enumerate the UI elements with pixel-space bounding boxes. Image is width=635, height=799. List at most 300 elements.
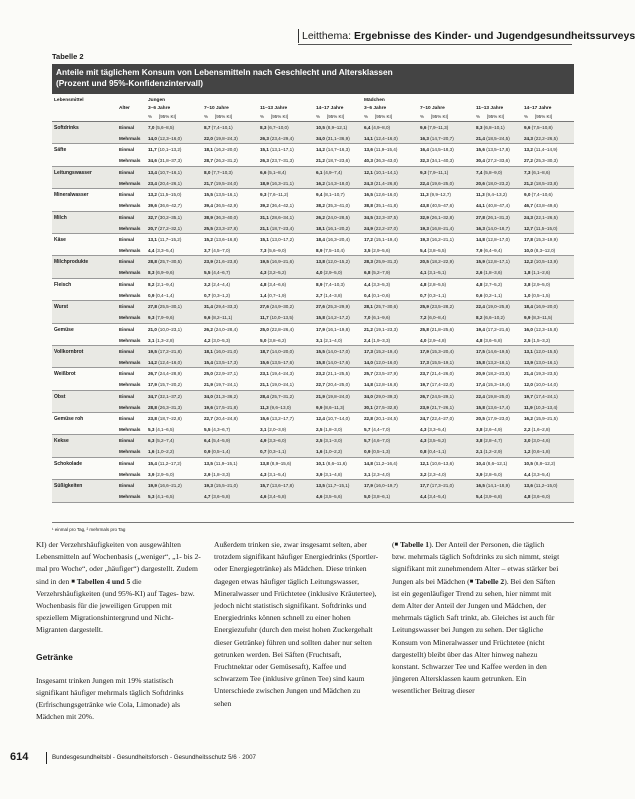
cell-percent: 22,4 bbox=[420, 180, 429, 186]
cell-percent: 5,0 bbox=[260, 337, 267, 343]
cell-percent: 7,3 bbox=[524, 169, 531, 175]
cell-ci: (18,2–22,9) bbox=[428, 259, 454, 265]
cell-percent: 1,6 bbox=[316, 449, 323, 455]
table-row bbox=[52, 167, 574, 189]
table-cell bbox=[260, 416, 294, 421]
header-stat-pct: % bbox=[420, 114, 425, 119]
cell-ci: (5,2–7,4) bbox=[154, 438, 175, 444]
cell-percent: 3,1 bbox=[148, 337, 155, 343]
table-cell bbox=[476, 259, 510, 264]
cell-percent: 12,1 bbox=[364, 169, 373, 175]
cell-percent: 34,5 bbox=[364, 214, 373, 220]
cell-ci: (40,8–47,4) bbox=[484, 203, 510, 209]
cell-percent: 4,8 bbox=[476, 337, 483, 343]
cell-ci: (21,1–25,5) bbox=[324, 371, 350, 377]
cell-percent: 19,4 bbox=[476, 326, 485, 332]
cell-percent: 4,8 bbox=[260, 281, 267, 287]
frequency-label: Einmal bbox=[119, 438, 135, 444]
cell-ci: (8,6–11,6) bbox=[324, 460, 347, 466]
table-cell bbox=[316, 158, 350, 163]
cell-ci: (4,4–6,7) bbox=[210, 270, 231, 276]
cell-percent: 31,4 bbox=[204, 304, 213, 310]
table-cell bbox=[364, 248, 390, 253]
table-cell bbox=[420, 282, 446, 287]
frequency-label: Einmal bbox=[119, 169, 135, 175]
cell-ci: (3,6–5,8) bbox=[482, 337, 503, 343]
cell-ci: (36,3–43,0) bbox=[372, 158, 398, 164]
cell-ci: (2,9–5,0) bbox=[530, 281, 551, 287]
table-cell bbox=[524, 293, 550, 298]
cell-percent: 0,4 bbox=[364, 292, 371, 298]
table-cell bbox=[316, 203, 350, 208]
cell-percent: 14,8 bbox=[476, 236, 485, 242]
cell-percent: 17,9 bbox=[364, 483, 373, 489]
cell-ci: (15,5–21,0) bbox=[212, 483, 238, 489]
cell-ci: (26,1–32,8) bbox=[428, 214, 454, 220]
page-number: 614 bbox=[10, 751, 29, 763]
table-cell bbox=[364, 203, 398, 208]
table-cell bbox=[316, 461, 347, 466]
cell-percent: 9,0 bbox=[524, 192, 531, 198]
header-stat-pct: % bbox=[524, 114, 529, 119]
cell-ci: (3,5–5,2) bbox=[426, 438, 447, 444]
cell-percent: 15,8 bbox=[476, 404, 485, 410]
table-row bbox=[52, 458, 574, 480]
table-cell bbox=[260, 449, 286, 454]
table-cell bbox=[316, 259, 350, 264]
table-cell bbox=[420, 382, 454, 387]
footer-divider bbox=[46, 752, 47, 764]
cell-percent: 21,2 bbox=[524, 180, 533, 186]
table-cell bbox=[260, 181, 294, 186]
table-cell bbox=[148, 394, 182, 399]
table-cell bbox=[316, 181, 350, 186]
cell-percent: 13,4 bbox=[148, 169, 157, 175]
table-row bbox=[52, 435, 574, 457]
table-cell bbox=[204, 494, 230, 499]
cell-percent: 6,3 bbox=[148, 438, 155, 444]
cell-percent: 4,6 bbox=[316, 494, 323, 500]
table-cell bbox=[316, 304, 350, 309]
cell-percent: 46,7 bbox=[524, 203, 533, 209]
frequency-label: Mehrmals bbox=[119, 315, 141, 321]
table-cell bbox=[524, 136, 558, 141]
table-subrow bbox=[52, 458, 574, 469]
table-cell bbox=[420, 315, 446, 320]
cell-ci: (34,1–40,3) bbox=[428, 158, 454, 164]
cell-percent: 2,2 bbox=[524, 427, 531, 433]
cell-ci: (13,5–16,1) bbox=[212, 192, 238, 198]
table-subrow bbox=[52, 413, 574, 424]
table-cell bbox=[148, 259, 182, 264]
cell-ci: (36,5–42,9) bbox=[212, 203, 238, 209]
table-cell bbox=[148, 438, 174, 443]
cell-percent: 25,0 bbox=[260, 326, 269, 332]
cell-ci: (3,9–6,8) bbox=[482, 494, 503, 500]
cell-ci: (8,6–12,1) bbox=[484, 460, 508, 466]
cell-ci: (17,4–22,0) bbox=[428, 382, 454, 388]
cell-ci: (22,1–26,5) bbox=[532, 214, 558, 220]
table-cell bbox=[420, 494, 446, 499]
table-cell bbox=[364, 427, 390, 432]
cell-percent: 6,1 bbox=[316, 169, 323, 175]
cell-percent: 12,4 bbox=[316, 416, 325, 422]
cell-percent: 21,0 bbox=[148, 326, 157, 332]
cell-ci: (22,4–27,0) bbox=[428, 416, 454, 422]
cell-ci: (6,0–8,4) bbox=[426, 315, 447, 321]
table-cell bbox=[204, 427, 230, 432]
cell-percent: 24,3 bbox=[524, 214, 533, 220]
frequency-label: Einmal bbox=[119, 281, 135, 287]
cell-ci: (16,9–21,6) bbox=[268, 259, 294, 265]
table-cell bbox=[476, 226, 510, 231]
cell-percent: 32,9 bbox=[420, 214, 429, 220]
cell-ci: (26,3–31,3) bbox=[156, 404, 182, 410]
cell-percent: 19,7 bbox=[524, 393, 533, 399]
table-cell bbox=[476, 349, 510, 354]
table-cell bbox=[364, 181, 398, 186]
cell-percent: 12,0 bbox=[524, 382, 533, 388]
cell-ci: (19,1–23,3) bbox=[372, 326, 398, 332]
cell-ci: (12,4–16,0) bbox=[156, 359, 182, 365]
table-cell bbox=[260, 237, 294, 242]
table-cell bbox=[260, 293, 286, 298]
cell-percent: 9,3 bbox=[260, 192, 267, 198]
cell-percent: 13,9 bbox=[524, 359, 533, 365]
cell-percent: 15,7 bbox=[260, 483, 269, 489]
table-cell bbox=[524, 438, 550, 443]
cell-ci: (21,8–25,6) bbox=[428, 326, 454, 332]
cell-percent: 8,2 bbox=[476, 315, 483, 321]
cell-percent: 4,3 bbox=[420, 427, 427, 433]
cell-percent: 13,1 bbox=[148, 236, 157, 242]
cell-ci: (0,5–1,4) bbox=[210, 449, 231, 455]
cell-percent: 8,7 bbox=[204, 125, 211, 130]
table-cell bbox=[204, 416, 238, 421]
cell-ci: (13,1–17,1) bbox=[268, 147, 294, 153]
table-cell bbox=[524, 449, 550, 454]
cell-ci: (21,6–23,8) bbox=[212, 259, 238, 265]
cell-percent: 8,9 bbox=[316, 281, 323, 287]
table-subrow bbox=[52, 391, 574, 402]
table-cell bbox=[364, 237, 398, 242]
table-cell bbox=[476, 416, 510, 421]
frequency-label: Mehrmals bbox=[119, 203, 141, 209]
table-cell bbox=[476, 192, 507, 197]
cell-ci: (15,5–19,1) bbox=[428, 359, 454, 365]
table-cell bbox=[316, 125, 347, 130]
table-cell bbox=[260, 494, 286, 499]
cell-ci: (2,9–5,0) bbox=[322, 270, 343, 276]
cell-percent: 20,6 bbox=[476, 180, 485, 186]
table-cell bbox=[204, 125, 233, 130]
cell-percent: 6,6 bbox=[260, 169, 267, 175]
cell-percent: 4,9 bbox=[260, 438, 267, 444]
table-cell bbox=[420, 293, 446, 298]
cell-percent: 13,2 bbox=[524, 147, 533, 153]
table-cell bbox=[476, 315, 505, 320]
table-cell bbox=[260, 259, 294, 264]
cell-ci: (11,9–15,1) bbox=[212, 460, 238, 466]
cell-ci: (6,9–9,6) bbox=[154, 270, 175, 276]
cell-ci: (12,4–16,0) bbox=[372, 136, 398, 141]
cell-ci: (19,8–24,0) bbox=[324, 393, 350, 399]
table-cell bbox=[524, 125, 553, 130]
cell-percent: 18,1 bbox=[204, 348, 213, 354]
table-cell bbox=[524, 181, 558, 186]
cell-percent: 8,3 bbox=[148, 270, 155, 276]
table-cell bbox=[364, 270, 390, 275]
table-cell bbox=[524, 338, 550, 343]
cell-ci: (18,5–23,8) bbox=[532, 180, 558, 186]
cell-percent: 17,3 bbox=[364, 348, 373, 354]
table-cell bbox=[260, 438, 286, 443]
cell-percent: 22,8 bbox=[364, 416, 373, 422]
cell-percent: 18,1 bbox=[316, 225, 325, 231]
table-header bbox=[52, 94, 574, 122]
cell-ci: (1,8–3,6) bbox=[482, 270, 503, 276]
cell-percent: 2,4 bbox=[364, 337, 371, 343]
table-cell bbox=[364, 215, 398, 220]
table-cell bbox=[260, 461, 291, 466]
cell-percent: 7,3 bbox=[260, 247, 267, 253]
table-subrow bbox=[52, 379, 574, 390]
table-cell bbox=[364, 360, 398, 365]
cell-percent: 28,1 bbox=[364, 304, 373, 310]
table-subrow bbox=[52, 469, 574, 480]
cell-percent: 15,8 bbox=[476, 359, 485, 365]
header-stat-ci: [95% KI] bbox=[271, 114, 289, 119]
table-cell bbox=[420, 472, 446, 477]
table-cell bbox=[364, 147, 397, 152]
cell-percent: 19,3 bbox=[420, 225, 429, 231]
cell-percent: 23,9 bbox=[420, 404, 429, 410]
cell-ci: (5,6–9,0) bbox=[266, 247, 287, 253]
cell-percent: 17,9 bbox=[420, 348, 429, 354]
cell-percent: 7,2 bbox=[420, 315, 427, 321]
table-cell bbox=[420, 438, 446, 443]
table-cell bbox=[364, 494, 390, 499]
table-cell bbox=[148, 461, 181, 466]
cell-percent: 4,0 bbox=[420, 337, 427, 343]
cell-ci: (1,1–2,6) bbox=[530, 270, 551, 276]
table-cell bbox=[524, 461, 555, 466]
frequency-label: Einmal bbox=[119, 259, 135, 265]
cell-percent: 19,7 bbox=[420, 382, 429, 388]
col1-table-reference: Tabellen 4 und 5 bbox=[76, 576, 131, 586]
cell-percent: 2,7 bbox=[316, 292, 323, 298]
frequency-label: Mehrmals bbox=[119, 382, 141, 388]
cell-percent: 19,3 bbox=[204, 483, 213, 489]
cell-percent: 7,9 bbox=[476, 247, 483, 253]
cell-ci: (14,0–18,7) bbox=[484, 225, 510, 231]
cell-percent: 3,8 bbox=[476, 427, 483, 433]
cell-percent: 16,4 bbox=[420, 147, 429, 153]
cell-percent: 1,8 bbox=[524, 270, 531, 276]
table-cell bbox=[420, 349, 454, 354]
cell-percent: 16,0 bbox=[524, 326, 533, 332]
frequency-label: Mehrmals bbox=[119, 136, 141, 141]
header-stat-pct: % bbox=[364, 114, 369, 119]
cell-percent: 38,2 bbox=[316, 203, 325, 209]
cell-ci: (29,0–39,3) bbox=[372, 393, 398, 399]
cell-ci: (14,2–17,2) bbox=[324, 315, 350, 321]
table-cell bbox=[524, 416, 558, 421]
table-subrow bbox=[52, 424, 574, 435]
table-cell bbox=[316, 438, 342, 443]
cell-percent: 11,3 bbox=[260, 404, 269, 410]
table-cell bbox=[316, 226, 350, 231]
cell-ci: (4,5–7,0) bbox=[210, 247, 231, 253]
table-cell bbox=[204, 158, 238, 163]
cell-percent: 3,5 bbox=[364, 247, 371, 253]
food-name: Vollkornbrot bbox=[54, 348, 84, 355]
frequency-label: Einmal bbox=[119, 393, 135, 399]
frequency-label: Einmal bbox=[119, 304, 135, 310]
cell-ci: (25,7–31,2) bbox=[268, 393, 294, 399]
table-cell bbox=[148, 349, 182, 354]
cell-percent: 0,9 bbox=[148, 292, 155, 298]
cell-ci: (16,9–20,0) bbox=[532, 304, 558, 310]
cell-percent: 15,6 bbox=[260, 359, 269, 365]
cell-ci: (25,7–30,6) bbox=[372, 304, 398, 310]
cell-ci: (22,2–27,0) bbox=[372, 225, 398, 231]
table-cell bbox=[364, 315, 390, 320]
table-cell bbox=[364, 226, 398, 231]
cell-percent: 17,2 bbox=[364, 236, 373, 242]
data-table bbox=[52, 64, 574, 526]
table-cell bbox=[524, 427, 550, 432]
cell-percent: 26,7 bbox=[420, 393, 429, 399]
frequency-label: Einmal bbox=[119, 214, 135, 220]
table-cell bbox=[148, 304, 182, 309]
cell-percent: 8,0 bbox=[204, 169, 211, 175]
frequency-label: Mehrmals bbox=[119, 494, 141, 500]
table-subrow bbox=[52, 256, 574, 267]
cell-percent: 24,9 bbox=[364, 225, 373, 231]
table-subrow bbox=[52, 301, 574, 312]
cell-percent: 14,0 bbox=[364, 359, 373, 365]
table-cell bbox=[364, 293, 390, 298]
table-cell bbox=[524, 382, 558, 387]
cell-ci: (3,4–6,6) bbox=[266, 281, 287, 287]
cell-percent: 0,7 bbox=[420, 292, 427, 298]
table-cell bbox=[148, 181, 182, 186]
frequency-label: Einmal bbox=[119, 371, 135, 377]
cell-percent: 21,9 bbox=[204, 382, 213, 388]
table-cell bbox=[524, 315, 552, 320]
cell-ci: (1,0–2,2) bbox=[322, 449, 343, 455]
table-subrow bbox=[52, 446, 574, 457]
cell-ci: (25,7–30,5) bbox=[156, 259, 182, 265]
cell-ci: (0,2–1,1) bbox=[482, 292, 503, 298]
table-cell bbox=[524, 394, 558, 399]
cell-percent: 4,0 bbox=[316, 270, 323, 276]
table-cell bbox=[204, 248, 230, 253]
header-stat-pct: % bbox=[476, 114, 481, 119]
table-cell bbox=[476, 215, 510, 220]
frequency-label: Mehrmals bbox=[119, 337, 141, 343]
text-column-2 bbox=[214, 539, 379, 710]
table-row bbox=[52, 122, 574, 144]
cell-percent: 3,9 bbox=[316, 471, 323, 477]
cell-percent: 24,3 bbox=[364, 180, 373, 186]
cell-ci: (32,3–37,5) bbox=[372, 214, 398, 220]
cell-ci: (13,0–17,2) bbox=[268, 236, 294, 242]
cell-ci: (26,2–31,2) bbox=[212, 158, 238, 164]
cell-ci: (43,8–49,6) bbox=[532, 203, 558, 209]
cell-ci: (14,7–16,3) bbox=[324, 147, 350, 153]
table-title-line2: (Prozent und 95%-Konfidenzintervall) bbox=[56, 78, 204, 88]
table-cell bbox=[476, 158, 510, 163]
table-cell bbox=[420, 360, 454, 365]
cell-ci: (2,8–5,5) bbox=[426, 281, 447, 287]
cell-ci: (3,3–5,3) bbox=[370, 281, 391, 287]
table-row bbox=[52, 279, 574, 301]
table-title-line1: Anteile mit täglichem Konsum von Lebensmitteln nach Geschlecht und Altersklassen bbox=[56, 67, 393, 77]
reference-arrow-icon: ■ bbox=[469, 578, 474, 585]
cell-ci: (11,7–15,1) bbox=[324, 483, 350, 489]
cell-ci: (23,5–27,9) bbox=[372, 371, 398, 377]
table-cell bbox=[204, 259, 238, 264]
frequency-label: Einmal bbox=[119, 147, 135, 153]
table-cell bbox=[148, 203, 182, 208]
table-cell bbox=[260, 483, 294, 488]
cell-percent: 8,2 bbox=[148, 281, 155, 287]
cell-percent: 2,5 bbox=[316, 427, 323, 433]
table-cell bbox=[316, 416, 350, 421]
table-subrow bbox=[52, 368, 574, 379]
header-age-group: 14–17 Jahre bbox=[316, 106, 344, 111]
cell-ci: (26,1–31,3) bbox=[484, 214, 510, 220]
table-cell bbox=[204, 147, 238, 152]
table-cell bbox=[148, 125, 174, 130]
cell-ci: (1,0–2,2) bbox=[154, 449, 175, 455]
cell-ci: (2,7–5,2) bbox=[482, 281, 503, 287]
cell-percent: 19,9 bbox=[148, 483, 157, 489]
frequency-label: Mehrmals bbox=[119, 225, 141, 231]
table-cell bbox=[524, 360, 558, 365]
cell-ci: (3,3–5,4) bbox=[426, 427, 447, 433]
cell-ci: (0,1–0,6) bbox=[370, 292, 391, 298]
table-cell bbox=[316, 349, 350, 354]
cell-percent: 38,8 bbox=[364, 203, 373, 209]
table-cell bbox=[420, 405, 454, 410]
table-cell bbox=[420, 449, 446, 454]
cell-ci: (8,6–11,3) bbox=[322, 404, 345, 410]
table-subrow bbox=[52, 480, 574, 491]
cell-ci: (3,3–6,0) bbox=[266, 438, 287, 444]
table-cell bbox=[524, 203, 558, 208]
cell-ci: (20,4–26,1) bbox=[156, 180, 182, 186]
cell-ci: (3,0–5,3) bbox=[210, 337, 231, 343]
cell-ci: (30,2–35,1) bbox=[156, 214, 182, 220]
table-cell bbox=[364, 349, 398, 354]
running-head bbox=[302, 28, 635, 44]
table-cell bbox=[316, 371, 350, 376]
header-stat-pct: % bbox=[316, 114, 321, 119]
table-cell bbox=[148, 382, 182, 387]
table-cell bbox=[420, 203, 454, 208]
frequency-label: Einmal bbox=[119, 236, 135, 242]
cell-percent: 13,6 bbox=[364, 147, 373, 153]
cell-ci: (22,9–27,1) bbox=[212, 371, 238, 377]
cell-ci: (11,4–14,9) bbox=[532, 147, 558, 153]
table-cell bbox=[316, 405, 344, 410]
cell-percent: 27,2 bbox=[524, 158, 533, 164]
cell-ci: (1,6–2,8) bbox=[530, 427, 551, 433]
table-cell bbox=[260, 125, 289, 130]
